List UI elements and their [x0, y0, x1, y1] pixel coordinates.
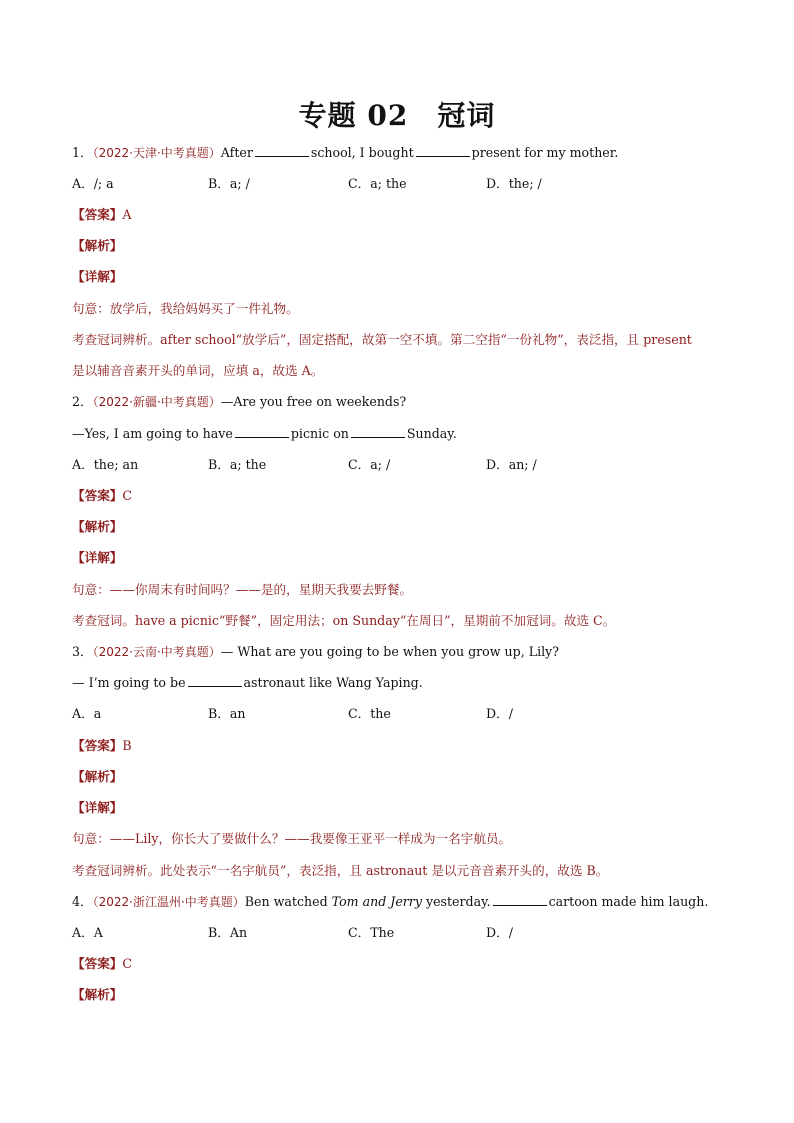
stem-text: — What are you going to be when you grow up, Lily? [220, 644, 559, 659]
question-number: 2． [72, 394, 93, 409]
answer-blank [493, 893, 547, 906]
question-1-meaning: 句意：放学后，我给妈妈买了一件礼物。 [72, 301, 299, 316]
page-title: 专题 02 冠词 [298, 99, 496, 132]
question-3-detail [72, 799, 122, 817]
analysis-tag: 【解析】 [72, 769, 123, 784]
question-1-analysis [72, 237, 122, 255]
question-source: （2022·浙江温州·中考真题） [92, 895, 245, 909]
question-2-stem [72, 393, 406, 411]
question-number: 3． [72, 644, 93, 659]
stem-title-italic: Tom and Jerry [331, 894, 422, 909]
question-3-explain-1: 考查冠词辨析。此处表示“一名宇航员”，表泛指，且 astronaut 是以元音音素开头的，故选 B。 [72, 863, 609, 878]
stem-text: Ben watched [244, 894, 328, 909]
question-1-answer [72, 206, 131, 224]
option-a: A．A [72, 925, 103, 940]
question-2-stem-2 [72, 425, 457, 443]
analysis-tag: 【解析】 [72, 519, 123, 534]
answer-value: C [122, 956, 133, 971]
option-b: B．a; the [208, 457, 267, 472]
question-2-meaning: 句意：——你周末有时间吗？——是的，星期天我要去野餐。 [72, 582, 413, 597]
answer-blank [188, 674, 242, 687]
answer-blank [235, 425, 289, 438]
option-b: B．An [208, 925, 248, 940]
option-a: A．/; a [72, 176, 114, 191]
answer-tag: 【答案】 [72, 488, 123, 503]
stem-text: —Are you free on weekends? [220, 394, 407, 409]
question-1-explain-1: 考查冠词辨析。after school“放学后”，固定搭配，故第一空不填。第二空指“一份礼物”，表泛指，且 present [72, 332, 692, 347]
option-d: D．/ [486, 925, 513, 940]
question-2-analysis [72, 518, 122, 536]
answer-blank [255, 144, 309, 157]
option-c: C．a; the [348, 176, 407, 191]
option-b: B．an [208, 706, 246, 721]
question-number: 4． [72, 894, 93, 909]
analysis-tag: 【解析】 [72, 238, 123, 253]
stem-text: After [220, 145, 253, 160]
stem-text: —Yes, I am going to have [72, 426, 233, 441]
option-d: D．an; / [486, 457, 537, 472]
stem-text: astronaut like Wang Yaping. [243, 675, 423, 690]
option-a: A．the; an [72, 457, 139, 472]
option-d: D．/ [486, 706, 513, 721]
option-a: A．a [72, 706, 102, 721]
stem-text: cartoon made him laugh. [548, 894, 709, 909]
option-b: B．a; / [208, 176, 250, 191]
question-number: 1． [72, 145, 93, 160]
question-2-answer [72, 487, 132, 505]
question-3-meaning: 句意：——Lily，你长大了要做什么？——我要像王亚平一样成为一名宇航员。 [72, 831, 512, 846]
question-source: （2022·云南·中考真题） [92, 645, 221, 659]
question-source: （2022·天津·中考真题） [92, 146, 221, 160]
answer-tag: 【答案】 [72, 956, 123, 971]
answer-value: A [122, 207, 132, 222]
stem-text: picnic on [290, 426, 349, 441]
stem-text: school, I bought [310, 145, 414, 160]
stem-text: Sunday. [406, 426, 457, 441]
question-1-explain-2: 是以辅音音素开头的单词，应填 a，故选 A。 [72, 363, 324, 378]
answer-tag: 【答案】 [72, 207, 123, 222]
question-2-detail [72, 549, 122, 567]
analysis-tag: 【解析】 [72, 987, 123, 1002]
answer-blank [351, 425, 405, 438]
question-3-analysis [72, 768, 122, 786]
question-3-answer [72, 737, 132, 755]
stem-text: — I’m going to be [72, 675, 186, 690]
option-d: D．the; / [486, 176, 542, 191]
answer-blank [416, 144, 470, 157]
detail-tag: 【详解】 [72, 269, 123, 284]
detail-tag: 【详解】 [72, 550, 123, 565]
stem-text: present for my mother. [471, 145, 619, 160]
question-3-stem [72, 643, 559, 661]
stem-text: yesterday. [425, 894, 491, 909]
detail-tag: 【详解】 [72, 800, 123, 815]
question-4-stem [72, 893, 708, 911]
question-4-analysis [72, 986, 122, 1004]
question-3-stem-2 [72, 674, 423, 692]
question-4-answer [72, 955, 132, 973]
question-1-detail [72, 268, 122, 286]
option-c: C．the [348, 706, 391, 721]
question-2-explain-1: 考查冠词。have a picnic“野餐”，固定用法；on Sunday“在周日”，星期前不加冠词。故选 C。 [72, 613, 616, 628]
option-c: C．The [348, 925, 395, 940]
answer-value: B [122, 738, 132, 753]
question-source: （2022·新疆·中考真题） [92, 395, 221, 409]
option-c: C．a; / [348, 457, 391, 472]
answer-value: C [122, 488, 133, 503]
answer-tag: 【答案】 [72, 738, 123, 753]
question-1-stem [72, 144, 618, 162]
